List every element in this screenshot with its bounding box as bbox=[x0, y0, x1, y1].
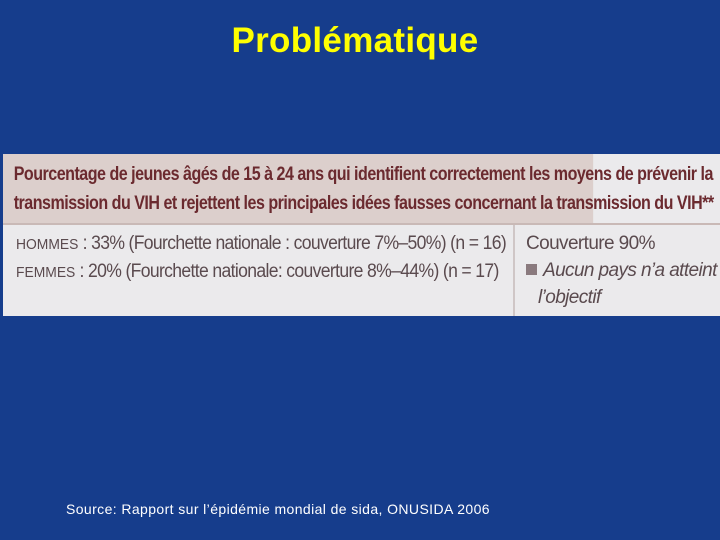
coverage-target: Couverture 90% bbox=[526, 233, 655, 254]
indicator-panel bbox=[3, 154, 720, 316]
women-label: FEMMES bbox=[16, 264, 76, 281]
target-cell bbox=[526, 230, 716, 311]
men-text: : 33% (Fourchette nationale : couverture 7%–50%) (n = 16) bbox=[78, 233, 507, 254]
panel-header-line-1: Pourcentage de jeunes âgés de 15 à 24 ans qui identifient correctement les moyens de prévenir la bbox=[13, 163, 713, 185]
target-note-line-1: Aucun pays n’a atteint bbox=[543, 260, 717, 281]
panel-divider bbox=[3, 223, 720, 225]
panel-header-line-2: transmission du VIH et rejettent les principales idées fausses concernant la transmission du VIH** bbox=[13, 192, 714, 214]
square-bullet-icon bbox=[526, 264, 537, 275]
panel-header bbox=[3, 154, 714, 223]
women-text: : 20% (Fourchette nationale: couverture 8%–44%) (n = 17) bbox=[75, 261, 499, 282]
slide-title: Problématique bbox=[231, 21, 479, 60]
men-result bbox=[16, 230, 507, 258]
column-divider bbox=[513, 225, 515, 316]
results-cell bbox=[16, 230, 507, 286]
women-result bbox=[16, 258, 499, 286]
men-label: HOMMES bbox=[16, 236, 79, 253]
source-citation: Source: Rapport sur l’épidémie mondial de sida, ONUSIDA 2006 bbox=[66, 501, 490, 517]
target-note bbox=[526, 257, 716, 284]
target-note-line-2: l’objectif bbox=[538, 287, 601, 308]
